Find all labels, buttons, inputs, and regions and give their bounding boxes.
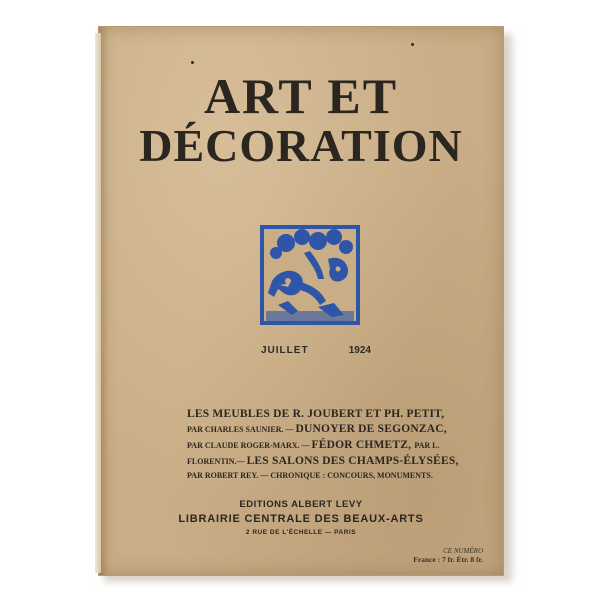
blue-woodcut-figures-icon <box>258 223 362 327</box>
table-of-contents <box>187 407 505 483</box>
price-box <box>413 547 483 564</box>
issue-year: 1924 <box>348 345 371 356</box>
contents-byline: PAR CLAUDE ROGER-MARX. — <box>187 441 312 450</box>
contents-article: FÉDOR CHMETZ, <box>311 439 415 451</box>
magazine-cover <box>98 26 504 576</box>
issue-month: JUILLET <box>261 345 309 356</box>
contents-article: LES SALONS DES CHAMPS-ÉLYSÉES, <box>246 455 459 467</box>
price-value: France : 7 fr. Étr. 8 fr. <box>413 555 483 564</box>
price-label: CE NUMÉRO <box>443 547 483 555</box>
contents-article: DUNOYER DE SEGONZAC, <box>295 423 447 435</box>
ink-spot <box>411 43 414 46</box>
magazine-title-line2: DÉCORATION <box>139 120 463 171</box>
publisher-address: 2 RUE DE L'ÉCHELLE — PARIS <box>245 529 357 536</box>
contents-line <box>187 421 505 437</box>
contents-line: PAR ROBERT REY. — CHRONIQUE : CONCOURS, MONUMENTS. <box>187 471 433 480</box>
contents-line <box>187 453 505 469</box>
contents-byline: FLORENTIN.— <box>187 457 247 466</box>
publisher-name: EDITIONS ALBERT LEVY <box>239 499 363 510</box>
contents-byline: PAR CHARLES SAUNIER. — <box>187 425 296 434</box>
magazine-title-line1: ART ET <box>203 68 399 124</box>
contents-line: LES MEUBLES DE R. JOUBERT ET PH. PETIT, <box>187 408 445 420</box>
publisher-bookshop: LIBRAIRIE CENTRALE DES BEAUX-ARTS <box>178 513 424 525</box>
contents-byline: PAR L. <box>414 441 440 450</box>
ink-spot <box>191 61 194 64</box>
contents-line <box>187 437 505 453</box>
